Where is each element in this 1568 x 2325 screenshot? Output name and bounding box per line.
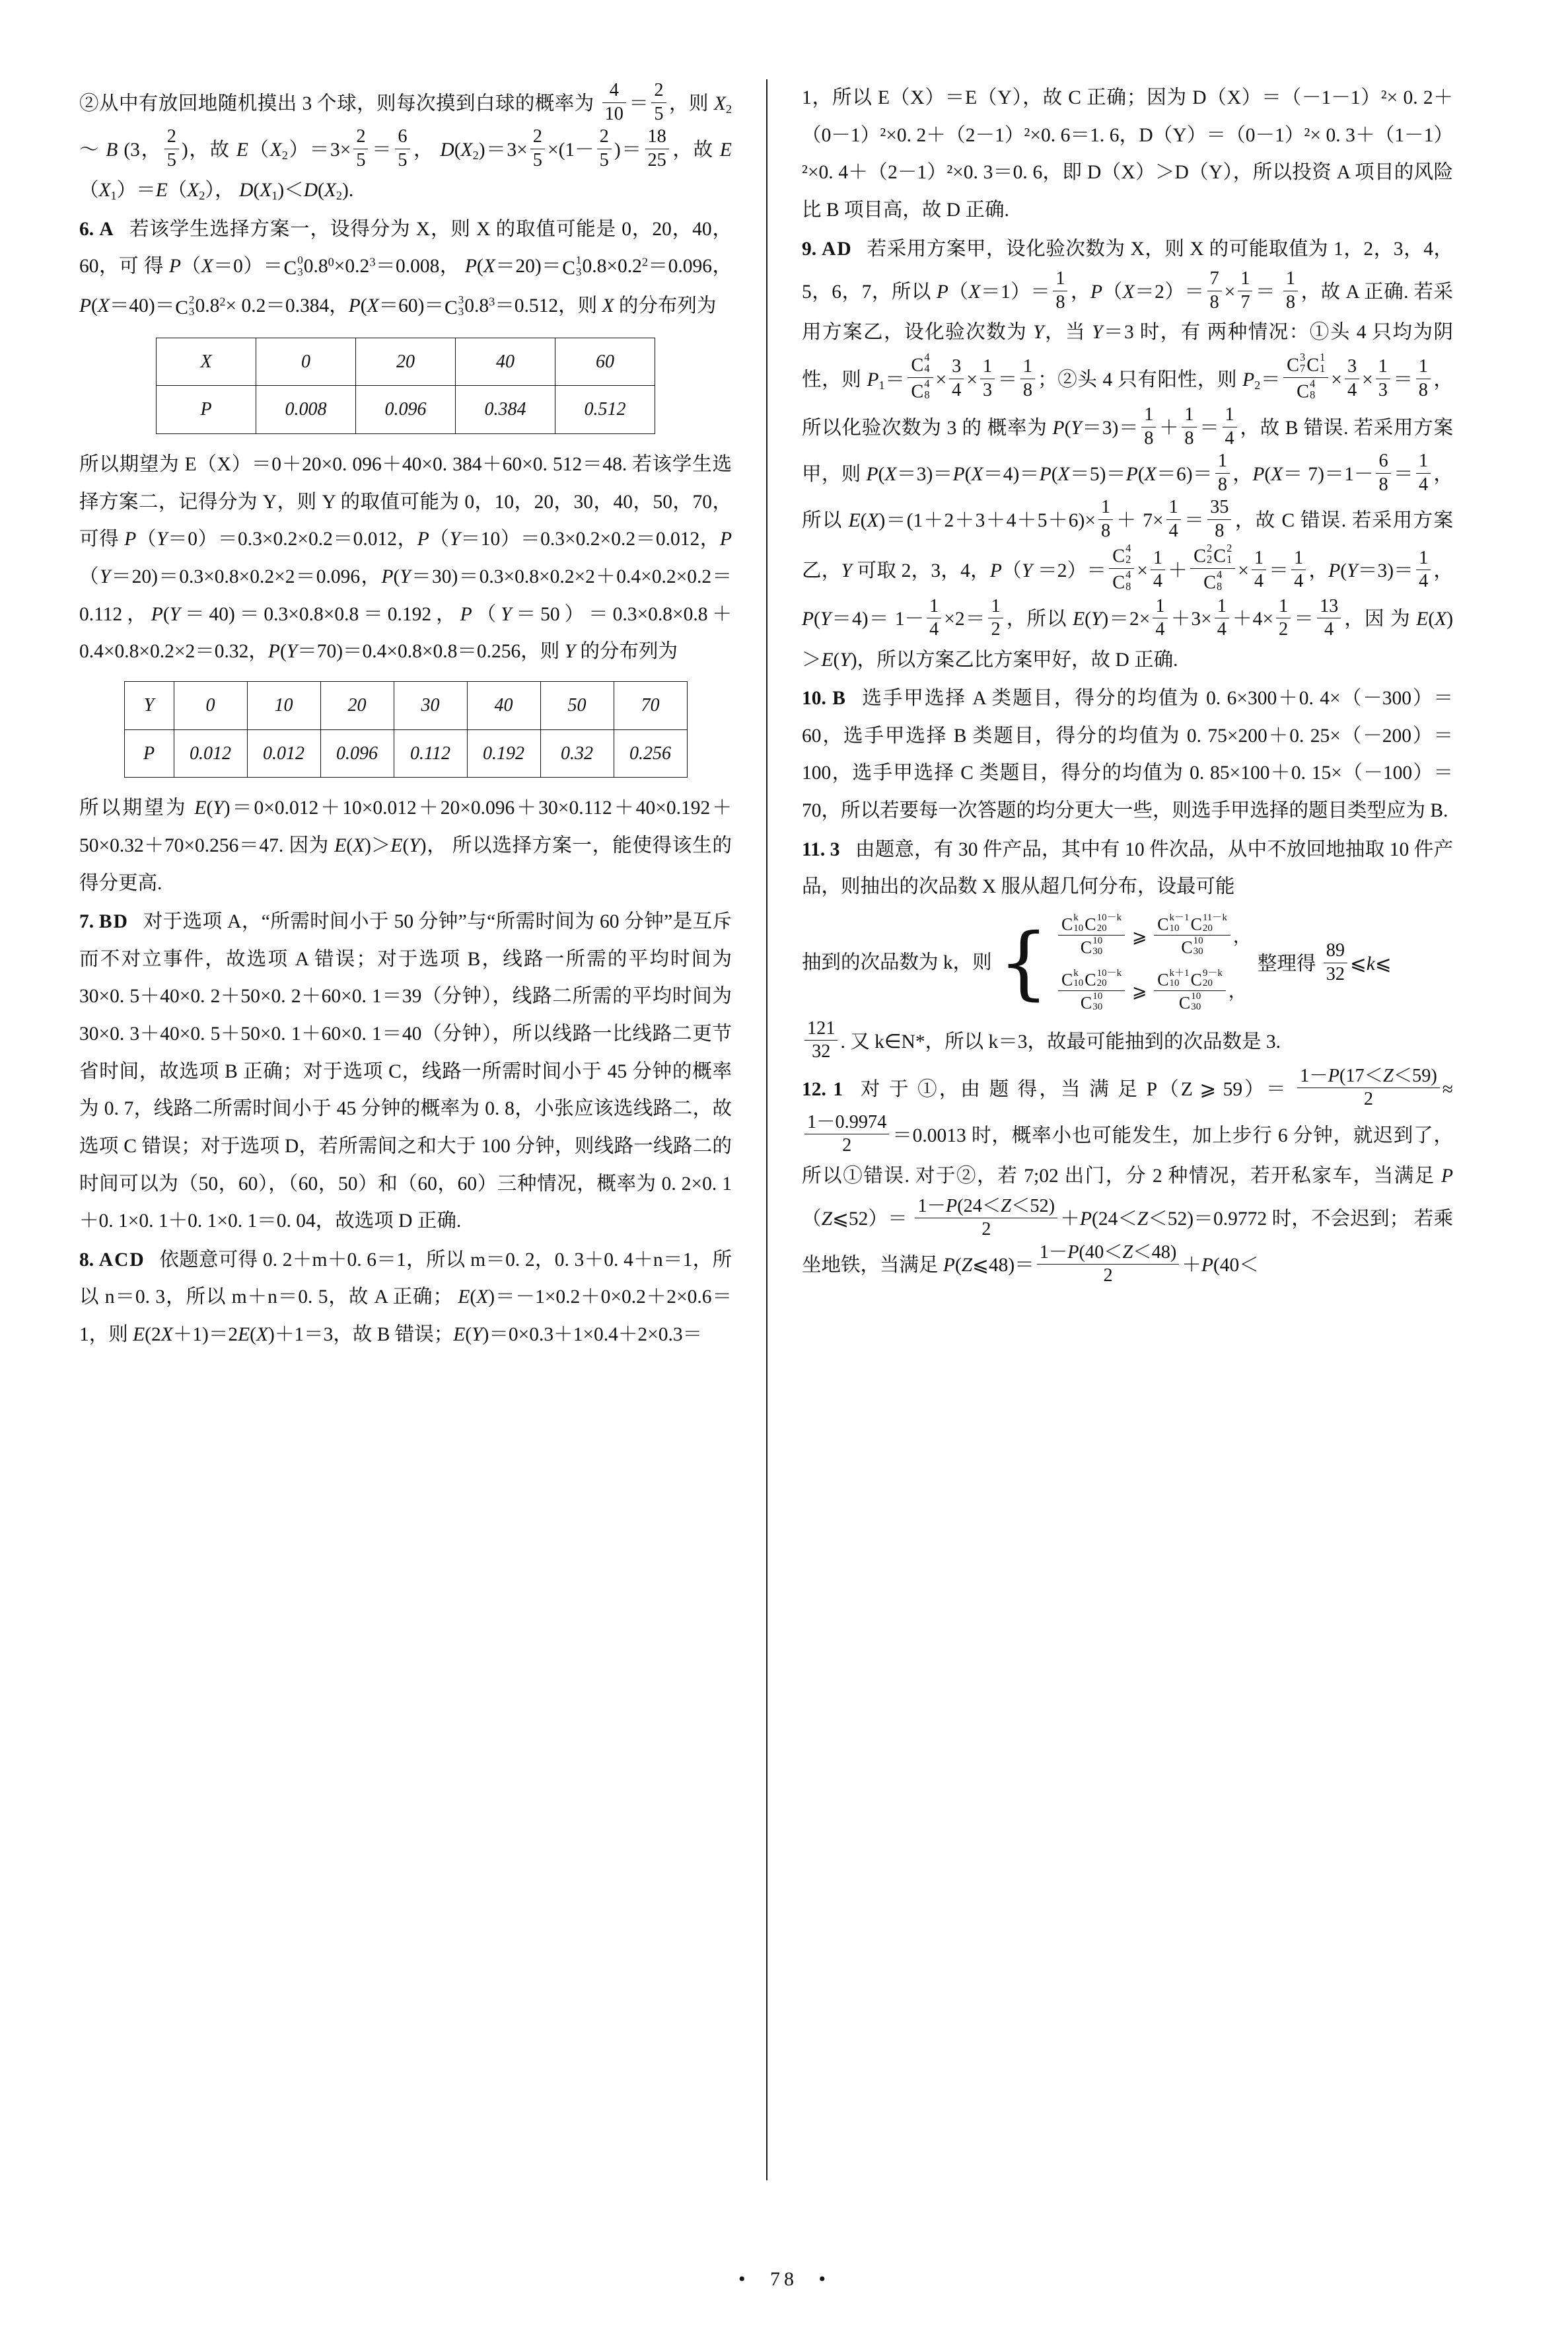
question-9 [802, 231, 1453, 679]
right-column [766, 79, 1453, 2180]
cell: 0.512 [555, 386, 655, 434]
cell: 0.112 [394, 729, 467, 778]
q12-number: 12. [802, 1078, 826, 1100]
q11-number: 11. [802, 838, 826, 860]
paragraph-item2: ②从中有放回地随机摸出 3 个球，则每次摸到白球的概率为 $\frac{4}{10}$ ＝ $\frac{2}{5}$ ，则 $X_2$ ～ B (3， $\frac{2}{5}$ )，故 $E(X_2)=3\times$ $\frac{2}{5}$ ＝ $\frac{6}{5}$ ， $D(X_2)=3\times$ $\frac{2}{5}$ ×(1－ $\frac{2}{5}$ )＝ $\frac{18}{25}$ ，故 $E(X_1)=E(X_2)$， $D(X_1)<D(X_2)$. [79, 80, 732, 203]
question-8 [79, 1241, 732, 1354]
q9-formula: P（X＝1）＝ $\frac{1}{8}$ ，P（X＝2）＝ $\frac{7}{8}$ × $\frac{1}{7}$ ＝ $\frac{1}{8}$ ，故 A 正确. 若采用方案乙，设化验次数为 Y，当 Y＝3 时，有 两种情况：①头 4 只均为阴性，则 $P_1=$ C 4 4 C 4 8 × $\frac{3}{4}$ × $\frac{1}{3}$ ＝ $\frac{1}{8}$ ；②头 4 只有阳性，则 $P_2=$ C 3 7 C 1 1 C 4 8 × $\frac{3}{4}$ × $\frac{1}{3}$ ＝ $\frac{1}{8}$ ，所以化验次数为 3 的 概率为 P(Y＝3)＝ $\frac{1}{8}$ ＋ $\frac{1}{8}$ ＝ $\frac{1}{4}$ ，故 B 错误. 若采用方案甲，则 P(X＝3)＝P(X＝4)＝P(X＝5)＝P(X＝6)＝ $\frac{1}{8}$ ，P(X＝ 7)＝1－ $\frac{6}{8}$ ＝ $\frac{1}{4}$ ，所以 E(X)＝(1＋2＋3＋4＋5＋6)× $\frac{1}{8}$ ＋ 7× $\frac{1}{4}$ ＝ $\frac{35}{8}$ ，故 C 错误. 若采用方案乙，Y 可取 2，3，4，P（Y ＝2）＝ C 4 2 C 4 8 × $\frac{1}{4}$ ＋ C 2 2 C 2 1 C 4 8 × $\frac{1}{4}$ ＝ $\frac{1}{4}$ ，P(Y＝3)＝ $\frac{1}{4}$ ，P(Y＝4)＝ 1－ $\frac{1}{4}$ ×2＝ $\frac{1}{2}$ ，所以 E(Y)＝2× $\frac{1}{4}$ ＋3× $\frac{1}{4}$ ＋4× $\frac{1}{2}$ ＝ $\frac{13}{4}$ ，因 为 E(X)＞E(Y)，所以方案乙比方案甲好，故 D 正确. [802, 268, 1454, 671]
question-6 [79, 211, 732, 327]
q8-text: 依题意可得 0. 2＋m＋0. 6＝1，所以 m＝0. 2，0. 3＋0. 4＋n＝1，所以 n＝0. 3，所以 m＋n＝0. 5，故 A 正确； [79, 1249, 732, 1308]
table-row [157, 338, 655, 386]
cell: 70 [614, 681, 687, 729]
q12-answer: 1 [833, 1078, 845, 1100]
q6-text: 若该学生选择方案一，设得分为 X，则 X 的取值可能是 0，20，40，60，可 得 [79, 218, 732, 277]
cell: 0.096 [356, 386, 456, 434]
q7-number: 7. [79, 911, 94, 933]
fraction-2-5: $\frac{2}{5}$ [651, 79, 666, 126]
cell: 60 [555, 338, 655, 386]
q9-answer: AD [822, 238, 853, 260]
q8-formula: E(X)＝－1×0.2＋0×0.2＋2×0.6＝1，则 E(2X＋1)＝2E(X)＋1＝3，故 B 错误；E(Y)＝0×0.3＋1×0.4＋2×0.3＝ [79, 1286, 732, 1345]
cell: 0 [174, 681, 247, 729]
inequality-rows [1055, 912, 1251, 1014]
q11-tail: 又 k∈N*，所以 k＝3，故最可能抽到的次品数是 3. [850, 1031, 1281, 1052]
q7-answer: BD [98, 911, 129, 933]
page-footer [0, 2268, 1568, 2291]
cell: 20 [356, 338, 456, 386]
q9-number: 9. [802, 238, 817, 260]
cell: 40 [456, 338, 555, 386]
table-row [124, 681, 687, 729]
cell: 40 [467, 681, 540, 729]
page-number: 78 [770, 2268, 798, 2290]
cell: 0.256 [614, 729, 687, 778]
question-11 [802, 831, 1453, 906]
footer-left-mark: • [738, 2268, 750, 2290]
q6-expectation-formula: P（Y＝0）＝0.3×0.2×0.2＝0.012，P（Y＝10）＝0.3×0.2×0.2＝0.012，P（Y＝20)＝0.3×0.8×0.2×2＝0.096，P(Y＝30)＝0.3×0.8×0.2×2＋0.4×0.2×0.2＝0.112，P(Y＝40)＝0.3×0.8×0.8＝0.192，P（Y＝50）＝0.3×0.8×0.8＋0.4×0.8×0.2×2＝0.32，P(Y＝70)＝0.4×0.8×0.8＝0.256，则 Y 的分布列为 [79, 529, 732, 663]
q6-conclusion [79, 790, 732, 902]
left-column [79, 79, 766, 2180]
cell: 50 [540, 681, 614, 729]
inequality-row: C k 10 C 10－k 20 C 10 30 ⩾ C k－1 10 C 11－k 20 C 10 30 ， [1055, 912, 1251, 958]
q6-answer: A [99, 218, 115, 240]
fraction-4-10: $\frac{4}{10}$ [602, 79, 626, 126]
question-12 [802, 1065, 1453, 1288]
q10-text: 选手甲选择 A 类题目，得分的均值为 0. 6×300＋0. 4×（－300）＝60，选手甲选择 B 类题目，得分的均值为 0. 75×200＋0. 25×（－200）＝100，选手甲选择 C 类题目，得分的均值为 0. 85×100＋0. 15×（－100）＝70，所以若要每一次答题的均分更大一些，则选手甲选择的题目类型应为 B. [802, 688, 1454, 822]
q10-number: 10. [802, 688, 826, 710]
q6-conclusion-formula: E(Y)＝0×0.012＋10×0.012＋20×0.096＋30×0.112＋40×0.192＋50×0.32＋70×0.256＝47. 因为 E(X)＞E(Y)， [79, 797, 732, 856]
footer-right-mark: • [818, 2268, 830, 2290]
q6-expectation-paragraph [79, 446, 732, 671]
question-10 [802, 680, 1453, 830]
q11-system-of-inequalities [802, 912, 1453, 1014]
q12-formula: $\frac{1-P(17<Z<59)}{2}$ ≈ $\frac{1-0.9974}{2}$ ＝0.0013 时，概率小也可能发生，加上步行 6 分钟，就迟到了，所以①错误. 对于②，若 7;02 出门，分 2 种情况，若开私家车，当满足 P（Z⩽52）＝ $\frac{1-P(24<Z<52)}{2}$ ＋P(24＜Z＜52)＝0.9772 时，不会迟到； 若乘坐地铁，当满足 P(Z⩽48)＝ $\frac{1-P(40<Z<48)}{2}$ ＋P(40＜ [802, 1079, 1453, 1276]
q11-lead: 抽到的次品数为 k，则 [802, 952, 992, 973]
q6-formula: P（X＝0）＝C 0 3 $0.8^0\times 0.2^3=0.008$， P(X＝20)＝C 1 3 $0.8\times 0.2^2=0.096$，P(X＝40)＝C 2 3 $0.8^2\times 0.2=0.384$，P(X＝60)＝C 3 3 $0.8^3=0.512$，则 X 的分布列为 [79, 254, 732, 318]
distribution-table-x [156, 338, 655, 435]
q8-answer: ACD [98, 1249, 145, 1271]
row-label-y: Y [124, 681, 174, 729]
cell: 20 [320, 681, 394, 729]
row-label-p: P [124, 729, 174, 778]
q7-text: 对于选项 A，“所需时间小于 50 分钟”与“所需时间为 60 分钟”是互斥而不对立事件，故选项 A 错误；对于选项 B，线路一所需的平均时间为 30×0. 5＋40×0. 2＋50×0. 2＋60×0. 1＝39（分钟），线路二所需的平均时间为 30×0. 3＋40×0. 5＋50×0. 1＋60×0. 1＝40（分钟），所以线路一比线路二更节省时间，故选项 B 正确；对于选项 C，线路一所需时间小于 45 分钟的概率为 0. 7，线路二所需时间小于 45 分钟的概率为 0. 8，小张应该选线路二，故选项 C 错误；对于选项 D，若所需间之和大于 100 分钟，则线路一线路二的时间可以为（50，60），（60，50）和（60，60）三种情况，概率为 0. 2×0. 1＋0. 1×0. 1＋0. 1×0. 1＝0. 04，故选项 D 正确. [79, 911, 732, 1232]
q6-conclusion-lead: 所以期望为 [79, 797, 188, 819]
cell: 0.384 [456, 386, 555, 434]
left-brace: { [998, 916, 1049, 1009]
fraction-121-32: $\frac{121}{32}$ [804, 1017, 837, 1064]
q8-continued [802, 79, 1453, 229]
q8-continued-text: 1，所以 E（X）＝E（Y），故 C 正确；因为 D（X）＝（－1－1）²× 0. 2＋（0－1）²×0. 2＋（2－1）²×0. 6＝1. 6，D（Y）＝（0－1）²× 0. 3＋（1－1）²×0. 4＋（2－1）²×0. 3＝0. 6，即 D（X）＞D（Y），所以投资 A 项目的风险比 B 项目高，故 D 正确. [802, 87, 1453, 221]
q6-expectation-text: 所以期望为 E（X）＝0＋20×0. 096＋40×0. 384＋60×0. 512＝48. 若该学生选择方案二，记得分为 Y，则 Y 的取值可能为 0，10，20，30，40，50，70，可得 [79, 454, 732, 550]
table-row [124, 729, 687, 778]
item2-text: ②从中有放回地随机摸出 3 个球，则每次摸到白球的概率为 [79, 92, 594, 114]
q9-text: 若采用方案甲，设化验次数为 X，则 X 的可能取值为 1，2，3，4，5，6，7，所以 [802, 238, 1454, 303]
table-row [157, 386, 655, 434]
row-label-p: P [157, 386, 256, 434]
cell: 0.008 [256, 386, 356, 434]
cell: 0.012 [247, 729, 320, 778]
q11-conclusion: $\frac{121}{32}$ . 又 k∈N*，所以 k＝3，故最可能抽到的次品数是 3. [802, 1017, 1453, 1064]
q11-answer: 3 [830, 838, 841, 860]
cell: 30 [394, 681, 467, 729]
row-label-x: X [157, 338, 256, 386]
q12-text: 对 于 ①，由 题 得，当 满 足 P（Z ⩾ 59）＝ [860, 1078, 1288, 1100]
q6-tail: 所以选择方案一，能使得该生的得分更高. [79, 834, 732, 894]
cell: 0.096 [320, 729, 394, 778]
q11-result: 整理得 $\frac{89}{32}$ ⩽k⩽ [1258, 940, 1392, 986]
cell: 0.32 [540, 729, 614, 778]
q6-number: 6. [79, 218, 94, 240]
cell: 0 [256, 338, 356, 386]
question-7 [79, 903, 732, 1240]
cell: 0.192 [467, 729, 540, 778]
cell: 10 [247, 681, 320, 729]
two-column-layout [79, 79, 1489, 2180]
cell: 0.012 [174, 729, 247, 778]
q8-number: 8. [79, 1249, 94, 1271]
q10-answer: B [832, 688, 847, 710]
inequality-row: C k 10 C 10－k 20 C 10 30 ⩾ C k＋1 10 C 9－k 20 C 10 30 ， [1055, 967, 1251, 1013]
distribution-table-y [124, 681, 688, 778]
q11-text: 由题意，有 30 件产品，其中有 10 件次品，从中不放回地抽取 10 件产品，则抽出的次品数 X 服从超几何分布，设最可能 [802, 838, 1453, 898]
